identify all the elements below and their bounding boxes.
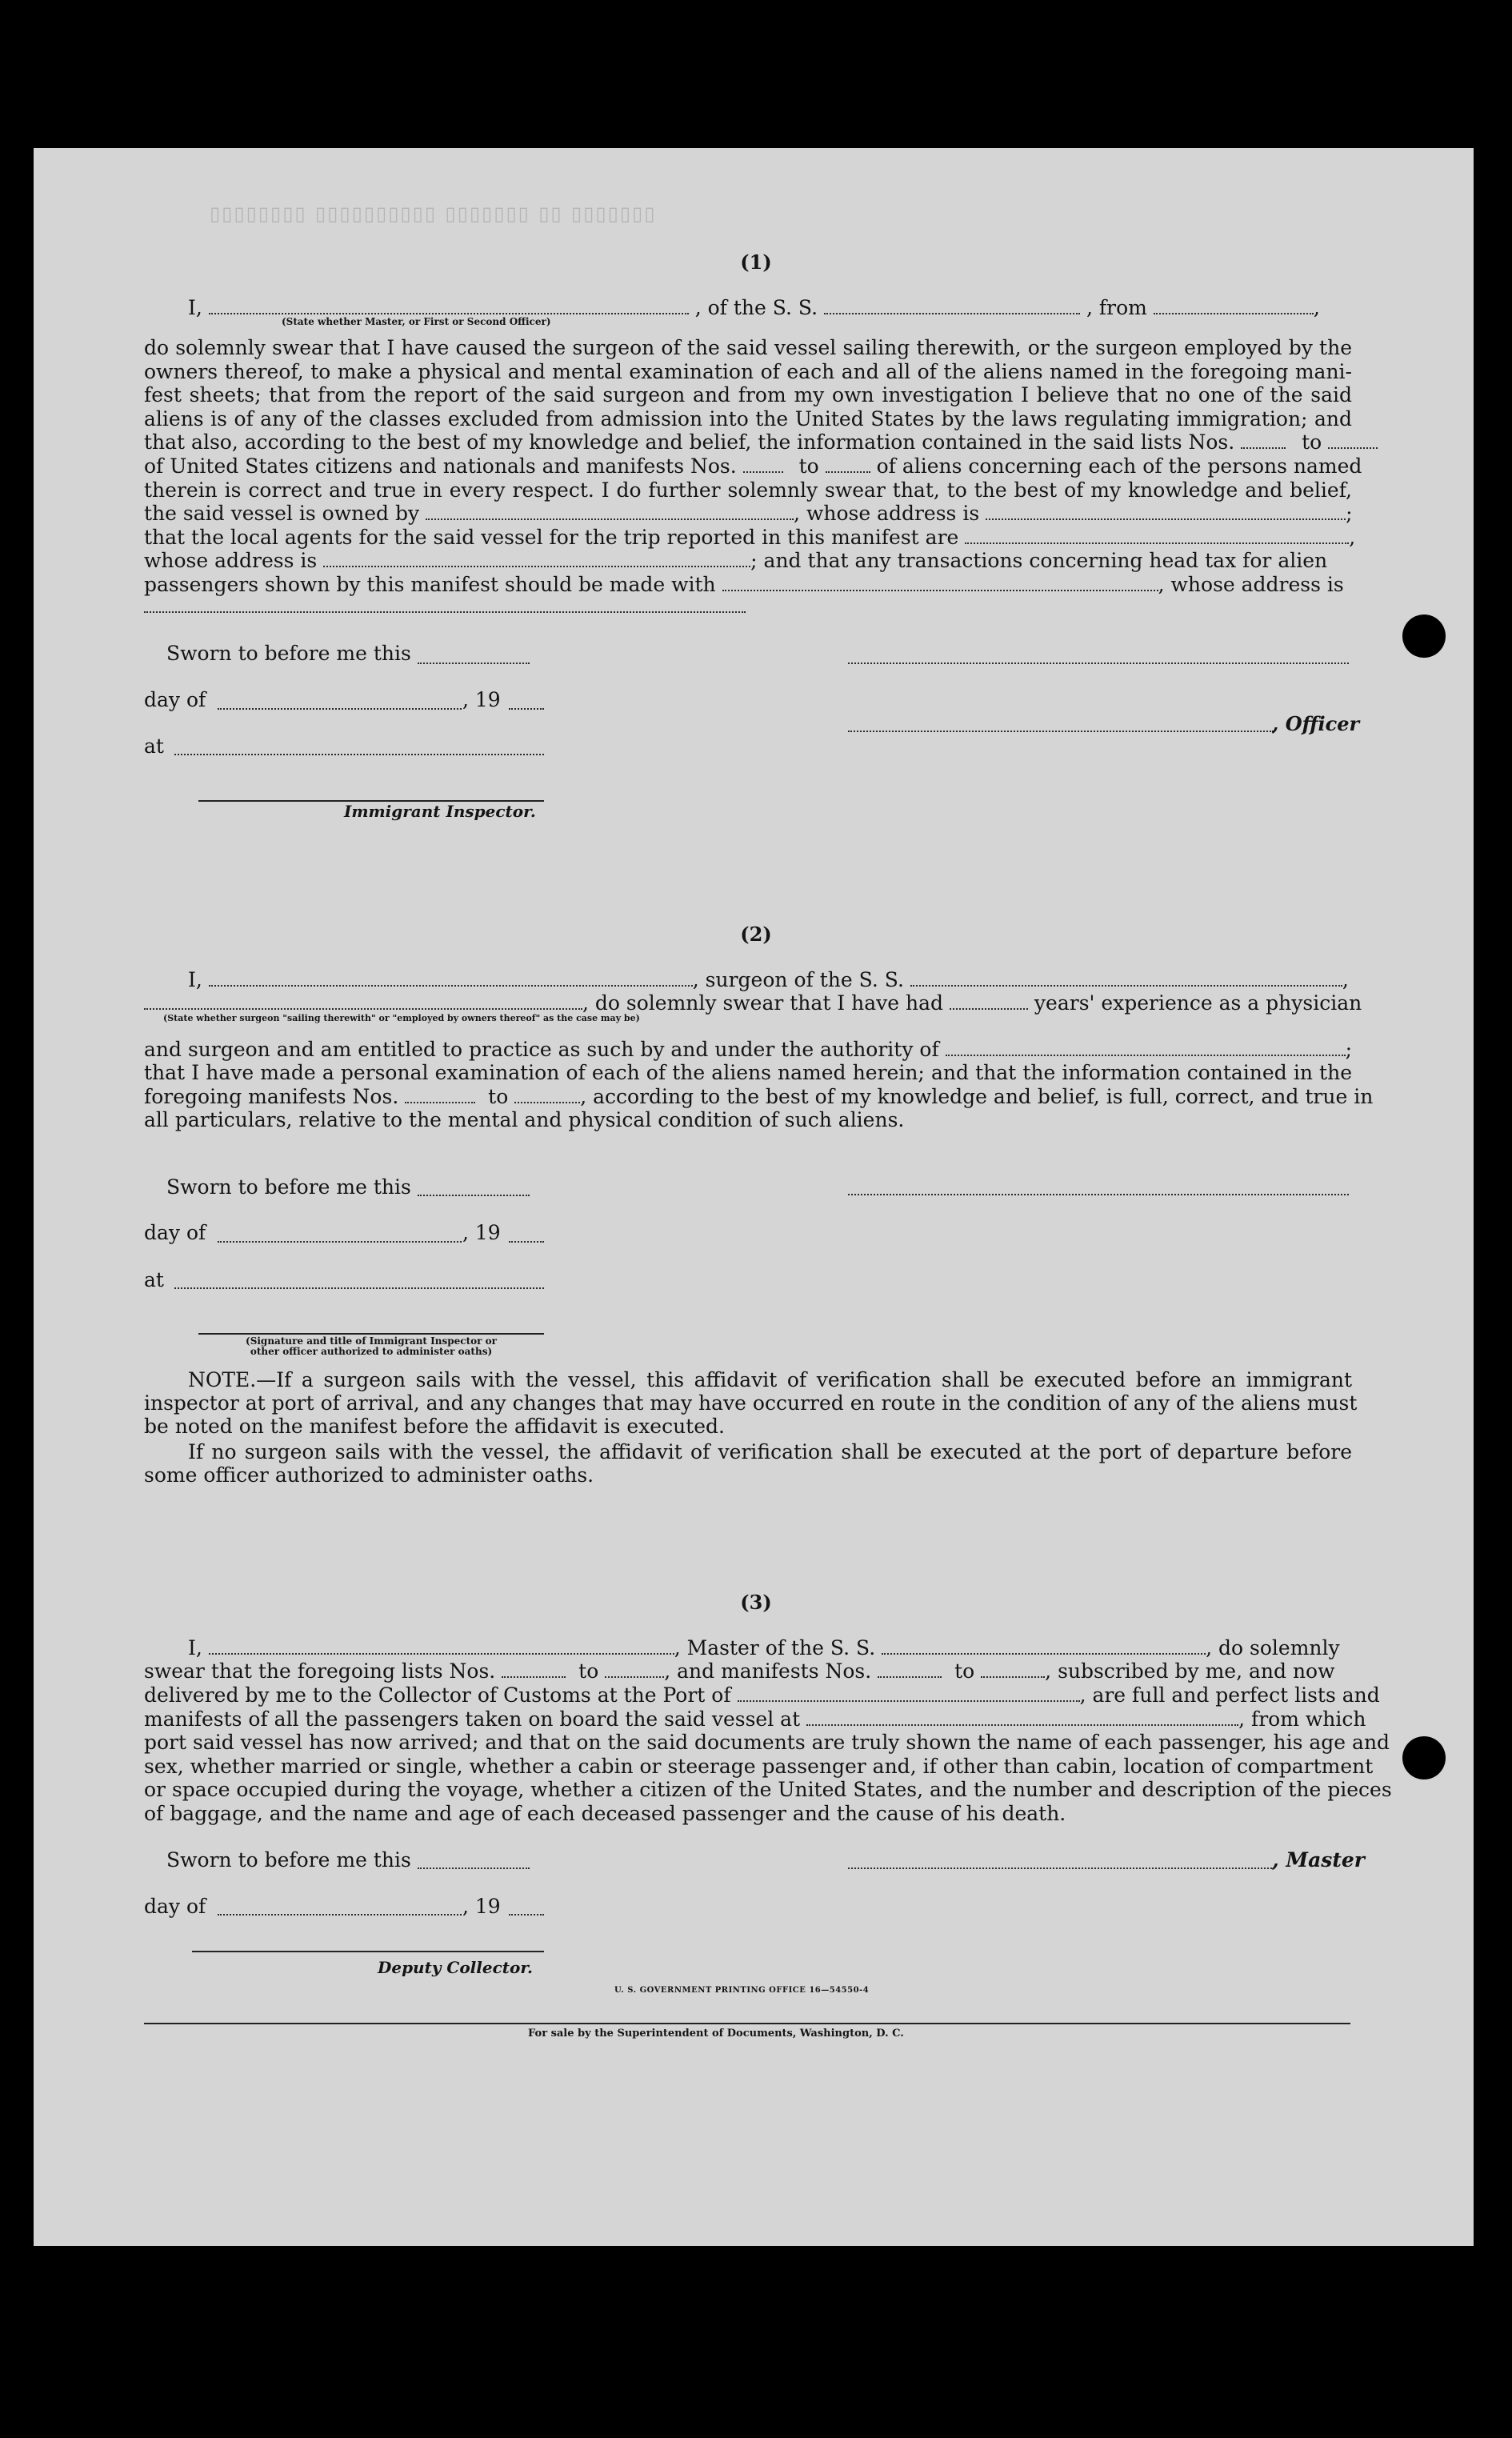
s2-para-line: all particulars, relative to the mental and physical condition of such aliens. [144, 1108, 905, 1131]
s1-text: to [798, 454, 819, 478]
s1-rank-caption: (State whether Master, or First or Second Officer) [282, 316, 551, 327]
bleed-through: ▯▯▯▯▯▯▯ ▯▯ ▯▯▯▯▯▯▯ ▯▯▯▯▯▯▯▯▯▯ ▯▯▯▯▯▯▯▯ [208, 202, 655, 225]
s1-text: , whose address is [1158, 573, 1344, 596]
s2-ship-name-blank[interactable] [910, 985, 1342, 987]
s1-text: , from [1086, 296, 1147, 319]
s3-text: I, [188, 1636, 202, 1659]
s2-surgeon-type-blank[interactable] [144, 1008, 582, 1010]
s3-year-blank[interactable] [509, 1914, 544, 1916]
section-3-heading: (3) [740, 1591, 772, 1614]
s2-para-line: that I have made a personal examination of each of the aliens named herein; and that the information contained in the [144, 1061, 1352, 1084]
local-agents-blank[interactable] [965, 542, 1349, 544]
s2-surgeon-name-blank[interactable] [209, 985, 693, 987]
s1-para-line [144, 502, 1352, 525]
s3-month-blank[interactable] [218, 1914, 462, 1916]
s3-text: to [954, 1659, 975, 1683]
s3-text: , subscribed by me, and now [1045, 1659, 1335, 1683]
s2-note-text: If no surgeon sails with the vessel, the affidavit of verification shall be executed at the port of departure before [188, 1440, 1352, 1463]
s3-para-line: sex, whether married or single, whether a cabin or steerage passenger and, if other than cabin, location of compartment [144, 1755, 1374, 1778]
owner-blank[interactable] [426, 518, 794, 520]
s3-master-name-blank[interactable] [209, 1653, 674, 1655]
s2-inspector-signature-line[interactable] [198, 1333, 544, 1335]
s1-text: , whose address is [794, 502, 980, 525]
sale-notice: For sale by the Superintendent of Documents, Washington, D. C. [528, 2028, 904, 2040]
s2-manifest-from-blank[interactable] [405, 1102, 475, 1103]
s2-sworn-label: Sworn to before me this [166, 1175, 411, 1199]
s3-text: , and manifests Nos. [664, 1659, 872, 1683]
s2-text: , [1342, 968, 1349, 991]
s1-text: that also, according to the best of my knowledge and belief, the information contained in the said lists Nos. [144, 430, 1235, 454]
s1-para-line: do solemnly swear that I have caused the surgeon of the said vessel sailing therewith, or the surgeon employed by the [144, 336, 1352, 359]
s1-inspector-label: Immigrant Inspector. [344, 802, 536, 821]
s1-para-line: fest sheets; that from the report of the said surgeon and from my own investigation I believe that no one of the said [144, 383, 1352, 406]
s1-para-line [144, 430, 1352, 454]
owner-address-blank[interactable] [986, 518, 1346, 520]
s1-text: to [1302, 430, 1322, 454]
s3-text: to [578, 1659, 599, 1683]
s3-ship-name-blank[interactable] [882, 1653, 1206, 1655]
s1-para-line [144, 573, 1352, 596]
s1-text: , [1349, 526, 1356, 549]
s1-text: the said vessel is owned by [144, 502, 420, 525]
s2-line-2 [144, 991, 1362, 1015]
s3-text: , are full and perfect lists and [1079, 1683, 1380, 1707]
s1-text: passengers shown by this manifest should be made with [144, 573, 716, 596]
s1-officer-label: , Officer [1272, 712, 1360, 735]
s2-note-line [144, 1440, 1352, 1463]
s2-year-label: , 19 [462, 1221, 501, 1244]
s1-dayof-label: day of [144, 688, 206, 711]
s3-para-line [144, 1659, 1352, 1683]
lists-no-from-blank[interactable] [1241, 447, 1286, 449]
s1-text: of United States citizens and nationals and manifests Nos. [144, 454, 737, 478]
s2-text: I, [188, 968, 202, 991]
s1-para-line [144, 549, 1352, 572]
manifest-no-to-blank[interactable] [826, 471, 870, 473]
s1-sworn-label: Sworn to before me this [166, 642, 411, 665]
s2-text: , surgeon of the S. S. [692, 968, 904, 991]
s1-text: ; and that any transactions concerning head tax for alien [750, 549, 1328, 572]
s1-text: that the local agents for the said vessel for the trip reported in this manifest are [144, 526, 959, 549]
s2-surgeon-caption: (State whether surgeon "sailing therewith" or "employed by owners thereof" as the case may be) [163, 1013, 640, 1023]
punch-hole-top [1402, 615, 1446, 658]
s1-officer-signature-blank[interactable] [848, 663, 1349, 664]
s2-text: , according to the best of my knowledge and belief, is full, correct, and true in [580, 1085, 1374, 1108]
s2-authority-blank[interactable] [946, 1055, 1346, 1056]
s1-text: , [1313, 296, 1320, 319]
s2-para-line [144, 1085, 1374, 1108]
s1-sworn-date-blank[interactable] [418, 663, 530, 664]
head-tax-address-blank[interactable] [144, 611, 746, 613]
s2-text: years' experience as a physician [1034, 991, 1362, 1015]
note-label: NOTE. [188, 1368, 257, 1391]
footer-rule [144, 2023, 1350, 2024]
s3-master-label: , Master [1272, 1848, 1365, 1872]
s3-boarding-port-blank[interactable] [806, 1724, 1238, 1726]
section-1-heading: (1) [740, 250, 772, 274]
agent-address-blank[interactable] [323, 566, 750, 567]
s2-year-blank[interactable] [509, 1241, 544, 1243]
s2-signature-caption-line: other officer authorized to administer oaths) [250, 1346, 493, 1357]
s1-para-line: owners thereof, to make a physical and mental examination of each and all of the aliens named in the foregoing mani- [144, 360, 1352, 383]
s1-year-blank[interactable] [509, 708, 544, 710]
s2-text: foregoing manifests Nos. [144, 1085, 399, 1108]
s3-text: manifests of all the passengers taken on board the said vessel at [144, 1707, 801, 1731]
manifest-no-from-blank[interactable] [743, 471, 783, 473]
s3-sworn-label: Sworn to before me this [166, 1848, 411, 1872]
from-port-blank[interactable] [1154, 313, 1314, 314]
head-tax-contact-blank[interactable] [722, 590, 1158, 591]
s2-signature-caption [190, 1336, 552, 1357]
s3-manifests-from-blank[interactable] [878, 1676, 942, 1678]
s1-text: of aliens concerning each of the persons named [876, 454, 1362, 478]
s2-years-experience-blank[interactable] [950, 1008, 1028, 1010]
s2-text: ; [1345, 1038, 1353, 1061]
s2-manifest-to-blank[interactable] [514, 1102, 580, 1103]
s3-manifests-to-blank[interactable] [981, 1676, 1045, 1678]
s2-line-1 [144, 968, 1352, 991]
s3-collector-signature-line[interactable] [192, 1951, 544, 1952]
punch-hole-bottom [1402, 1736, 1446, 1779]
gpo-imprint: U. S. GOVERNMENT PRINTING OFFICE 16—54550-4 [614, 1986, 870, 1995]
s1-year-label: , 19 [462, 688, 501, 711]
s2-month-blank[interactable] [218, 1241, 462, 1243]
s3-para-line: port said vessel has now arrived; and that on the said documents are truly shown the name of each passenger, his age and [144, 1731, 1390, 1754]
s2-text: to [488, 1085, 509, 1108]
ship-name-blank[interactable] [824, 313, 1080, 314]
section-2-heading: (2) [740, 923, 772, 946]
s2-note-line: inspector at port of arrival, and any changes that may have occurred en route in the condition of any of the aliens must [144, 1391, 1358, 1415]
s3-lists-to-blank[interactable] [605, 1676, 664, 1678]
s1-text: I, [188, 296, 202, 319]
s2-at-label: at [144, 1268, 164, 1291]
s3-collector-label: Deputy Collector. [378, 1958, 534, 1977]
s2-at-place-blank[interactable] [174, 1287, 544, 1289]
s2-dayof-label: day of [144, 1221, 206, 1244]
s2-sworn-date-blank[interactable] [418, 1195, 530, 1196]
s1-officer-name-blank[interactable] [848, 731, 1274, 732]
officer-rank-blank[interactable] [209, 313, 689, 314]
s3-para-line [144, 1683, 1380, 1707]
s1-para-line: aliens is of any of the classes excluded from admission into the United States by the laws regulating immigration; and [144, 407, 1352, 430]
s3-text: , from which [1238, 1707, 1366, 1731]
s3-lists-from-blank[interactable] [502, 1676, 566, 1678]
s3-dayof-label: day of [144, 1895, 206, 1918]
s3-sworn-date-blank[interactable] [418, 1868, 530, 1869]
s3-para-line: or space occupied during the voyage, whether a citizen of the United States, and the number and description of the pieces [144, 1778, 1392, 1801]
s1-at-place-blank[interactable] [174, 754, 544, 755]
s3-text: swear that the foregoing lists Nos. [144, 1659, 496, 1683]
s3-text: , do solemnly [1206, 1636, 1340, 1659]
s3-text: delivered by me to the Collector of Customs at the Port of [144, 1683, 731, 1707]
s2-note-line: some officer authorized to administer oaths. [144, 1463, 594, 1487]
s1-month-blank[interactable] [218, 708, 462, 710]
s1-para-line: therein is correct and true in every respect. I do further solemnly swear that, to the best of my knowledge and belief, [144, 478, 1352, 502]
s3-text: , Master of the S. S. [674, 1636, 876, 1659]
s1-text: ; [1346, 502, 1353, 525]
s1-para-line [144, 454, 1362, 478]
s2-note-line: be noted on the manifest before the affidavit is executed. [144, 1415, 725, 1438]
s1-at-label: at [144, 735, 164, 758]
s1-text: , of the S. S. [694, 296, 818, 319]
s1-para-line [144, 526, 1356, 549]
s3-year-label: , 19 [462, 1895, 501, 1918]
s2-para-line [144, 1038, 1352, 1061]
s3-port-blank[interactable] [738, 1700, 1080, 1702]
s2-note-text: —If a surgeon sails with the vessel, this affidavit of verification shall be executed before an immigrant [256, 1368, 1352, 1391]
lists-no-to-blank[interactable] [1328, 447, 1378, 449]
s3-para-line [144, 1707, 1366, 1731]
s2-text: and surgeon and am entitled to practice as such by and under the authority of [144, 1038, 939, 1061]
s2-text: , do solemnly swear that I have had [582, 991, 944, 1015]
s2-signature-caption-line: (Signature and title of Immigrant Inspector or [246, 1335, 497, 1347]
s2-note-line [144, 1368, 1352, 1391]
s2-surgeon-signature-blank[interactable] [848, 1194, 1349, 1195]
s1-text: whose address is [144, 549, 318, 572]
s3-para-line: of baggage, and the name and age of each deceased passenger and the cause of his death. [144, 1802, 1066, 1825]
s3-master-signature-blank[interactable] [848, 1868, 1272, 1869]
s3-line-1 [144, 1636, 1352, 1659]
